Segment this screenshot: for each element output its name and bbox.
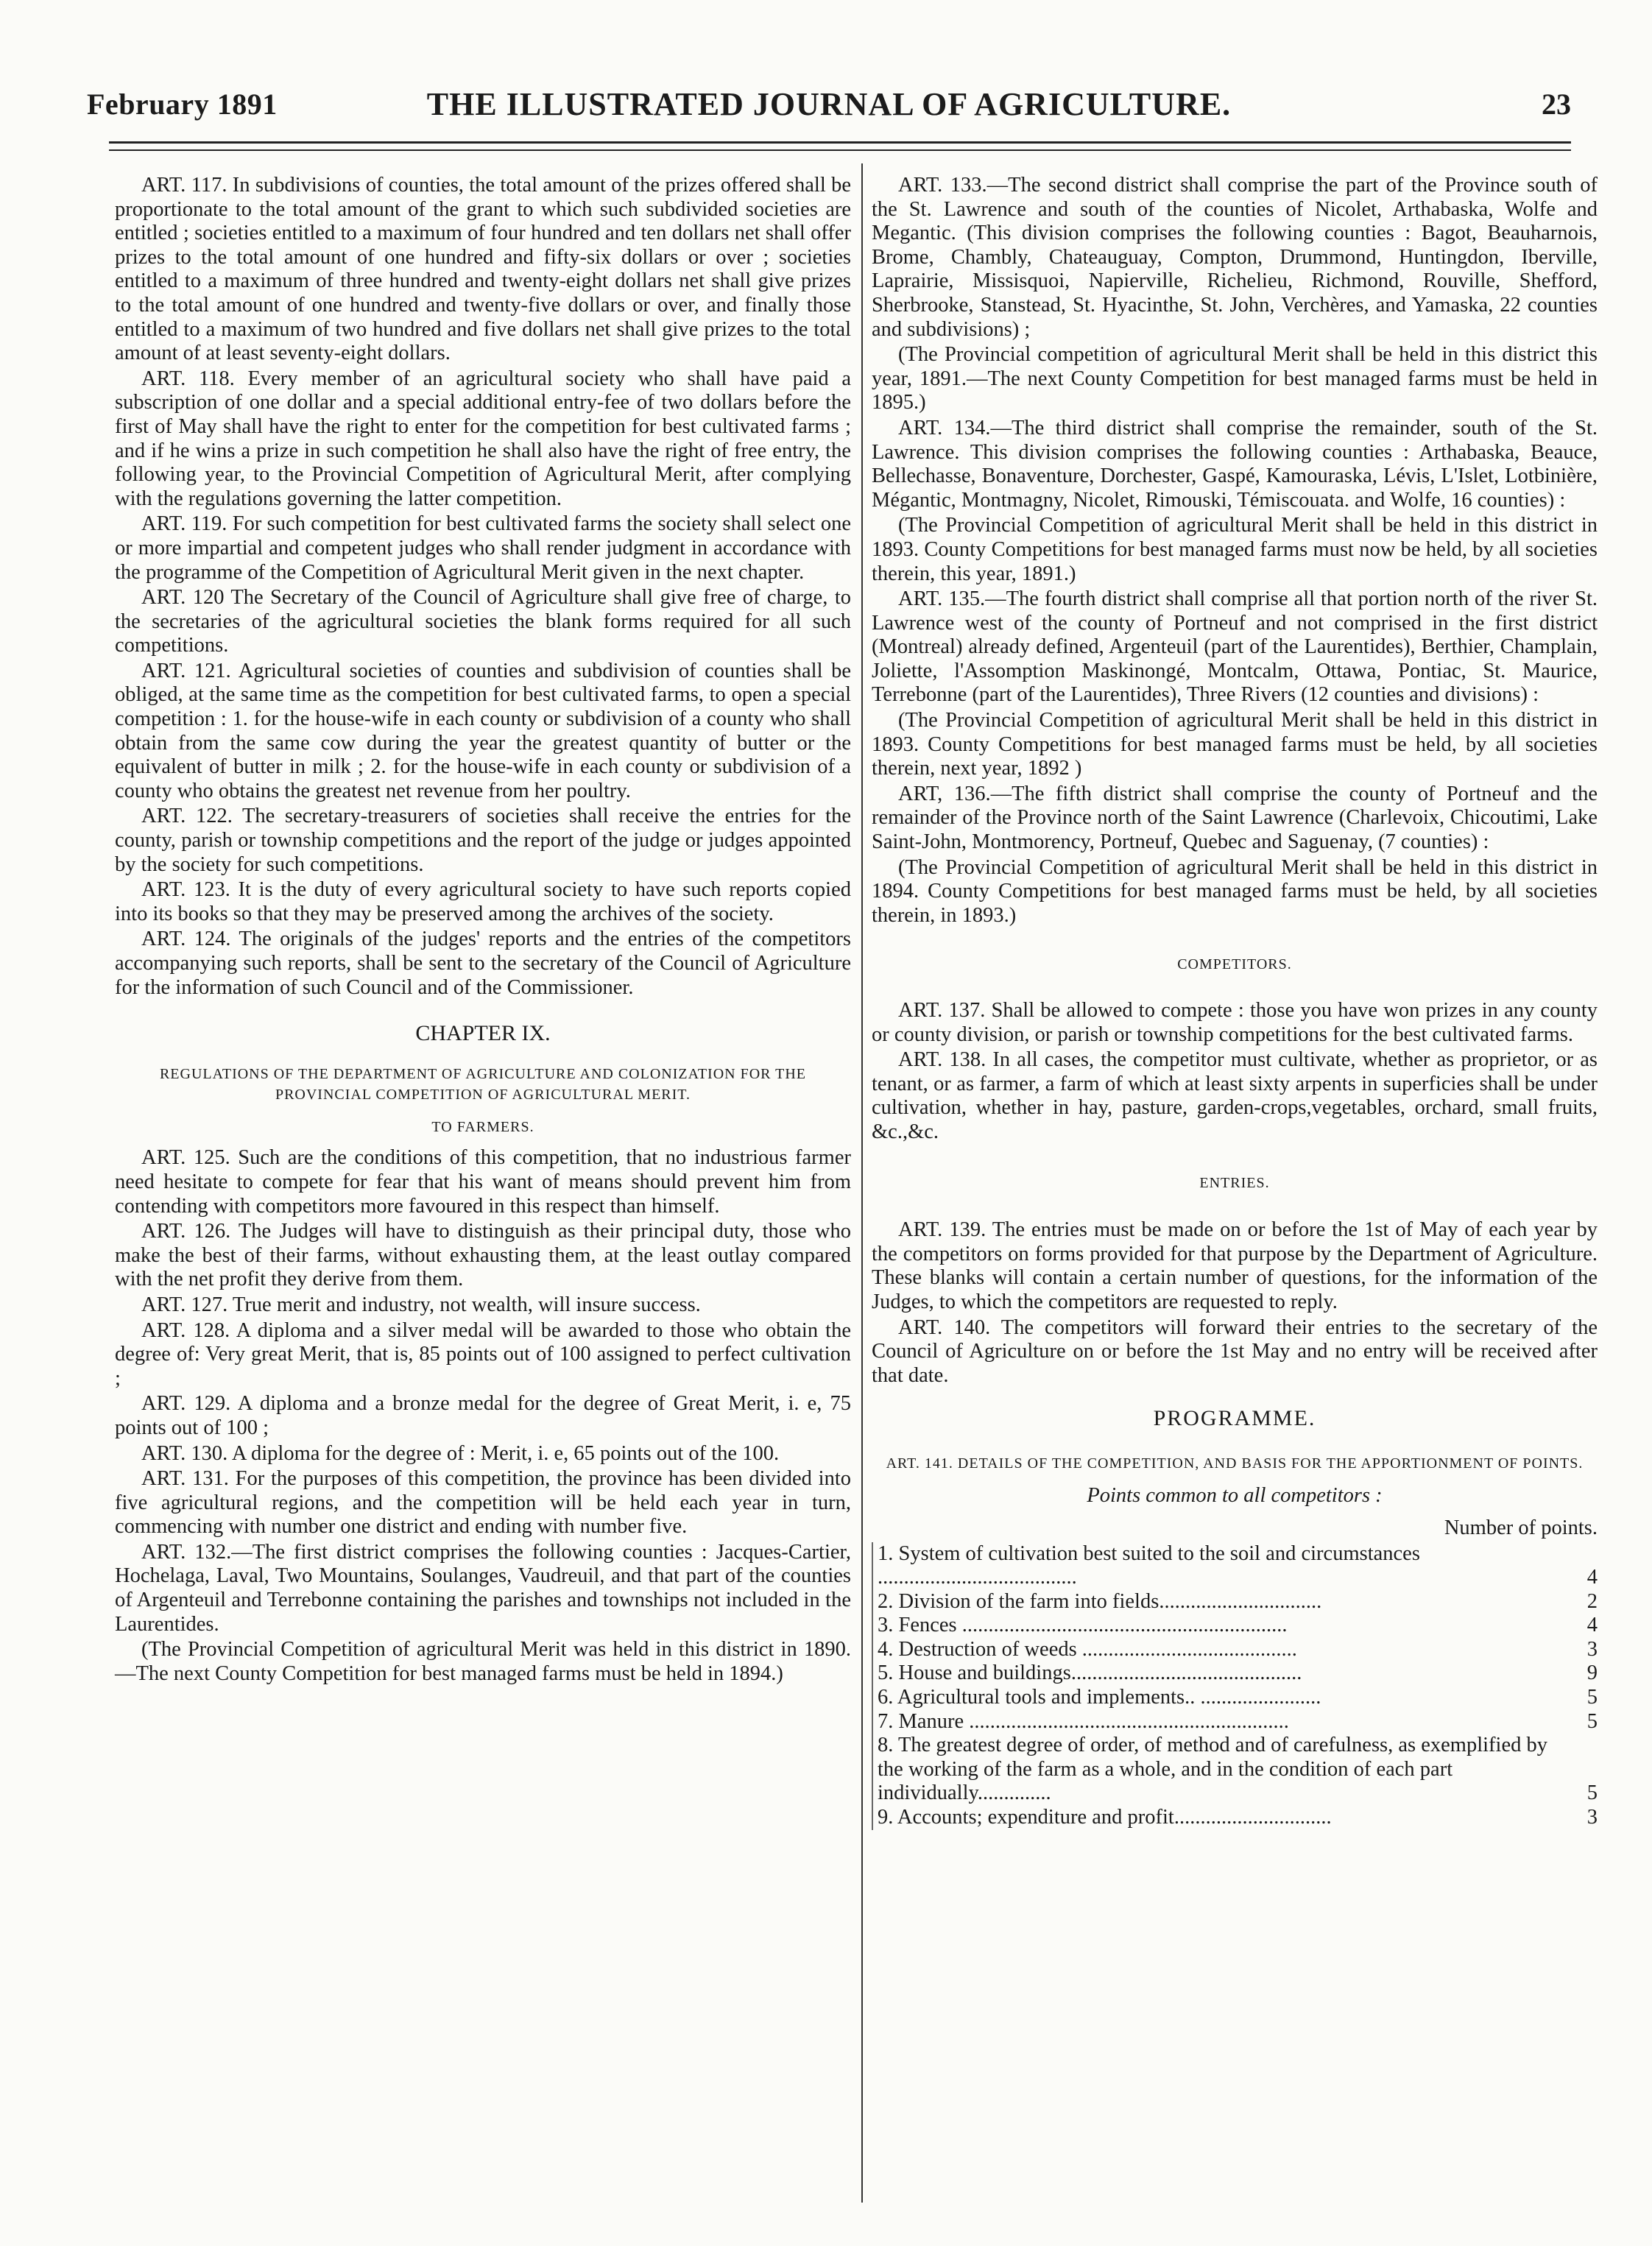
page-header (87, 81, 1571, 125)
article-136-note: (The Provincial Competition of agricultural Merit shall be held in this district in 1894. County Competitions for best managed farms must be held, by all societies therein, in 1893.) (872, 855, 1598, 927)
article-140: ART. 140. The competitors will forward their entries to the secretary of the Council of Agriculture on or before the 1st May and no entry will be received after that date. (872, 1316, 1598, 1387)
article-123: ART. 123. It is the duty of every agricultural society to have such reports copied into its books so that they may be preserved among the archives of the society. (115, 878, 851, 925)
header-rule-thin (109, 149, 1571, 151)
article-139: ART. 139. The entries must be made on or before the 1st of May of each year by the competitors on forms provided for that purpose by the Department of Agriculture. These blanks will contain a certain number of questions, for the information of the Judges, to which the competitors are requested to reply. (872, 1218, 1598, 1313)
list-item: 8. The greatest degree of order, of method and of carefulness, as exemplified by the working of the farm as a whole, and in the condition of each part individually.............. 5 (872, 1734, 1598, 1806)
article-118: ART. 118. Every member of an agricultural society who shall have paid a subscription of one dollar and a special additional entry-fee of two dollars before the first of May shall have the right to enter for the competition for best cultivated farms ; and if he wins a prize in such competition he shall also have the right of free entry, the following year, to the Provincial Competition of Agricultural Merit, after complying with the regulations governing the latter competition. (115, 367, 851, 510)
article-131: ART. 131. For the purposes of this competition, the province has been divided into five agricultural regions, and the competition will be held each year in turn, commencing with number one district and ending with number five. (115, 1467, 851, 1539)
to-farmers-heading: TO FARMERS. (431, 1118, 534, 1135)
article-120: ART. 120 The Secretary of the Council of Agriculture shall give free of charge, to the secretaries of the agricultural societies the blank forms required for all such competitions. (115, 586, 851, 657)
list-item: 4. Destruction of weeds ......................................... 3 (872, 1638, 1598, 1662)
article-134: ART. 134.—The third district shall comprise the remainder, south of the St. Lawrence. This division comprises the following counties : Arthabaska, Beauce, Bellechasse, Bonaventure, Dorchester, Gaspé, Kamouraska, Lévis, L'Islet, Lotbinière, Mégantic, Montmagny, Nicolet, Rimouski, Témiscouata. and Wolfe, 16 counties) : (872, 416, 1598, 512)
article-124: ART. 124. The originals of the judges' reports and the entries of the competitors accompanying such reports, shall be sent to the secretary of the Council of Agriculture for the information of such Council and of the Commissioner. (115, 928, 851, 999)
page-number: 23 (1542, 88, 1571, 121)
article-132-note: (The Provincial Competition of agricultural Merit was held in this district in 1890.—The next County Competition for best managed farms must be held in 1894.) (115, 1638, 851, 1685)
competitors-heading: COMPETITORS. (1177, 956, 1292, 973)
points-common-heading: Points common to all competitors : (1087, 1483, 1383, 1507)
article-135: ART. 135.—The fourth district shall comprise all that portion north of the river St. Lawrence west of the county of Portneuf and not comprised in the first district (Montreal) already defined, Argenteuil (part of the Laurentides), Berthier, Champlain, Joliette, l'Assomption Maskinongé, Montcalm, Ottawa, Pontiac, St. Maurice, Terrebonne (part of the Laurentides), Three Rivers (12 counties and divisions) : (872, 587, 1598, 707)
article-141: ART. 141. DETAILS OF THE COMPETITION, AND BASIS FOR THE APPORTIONMENT OF POINTS. (886, 1455, 1584, 1472)
list-item: 6. Agricultural tools and implements.. ....................... 5 (872, 1686, 1598, 1710)
programme-heading: PROGRAMME. (1153, 1406, 1316, 1431)
article-134-note: (The Provincial Competition of agricultural Merit shall be held in this district in 1893. County Competitions for best managed farms must now be held, by all societies therein, this year, 1891.) (872, 514, 1598, 585)
list-item: 5. House and buildings............................................ 9 (872, 1661, 1598, 1686)
article-127: ART. 127. True merit and industry, not wealth, will insure success. (141, 1293, 701, 1316)
regulations-heading: REGULATIONS OF THE DEPARTMENT OF AGRICULTURE AND COLONIZATION FOR THE PROVINCIAL COMPETITION OF AGRICULTURAL MERIT. (159, 1065, 807, 1103)
article-132: ART. 132.—The first district comprises the following counties : Jacques-Cartier, Hochelaga, Laval, Two Mountains, Soulanges, Vaudreuil, and that part of the counties of Argenteuil and Terrebonne containing the parishes and townships not included in the Laurentides. (115, 1540, 851, 1636)
article-122: ART. 122. The secretary-treasurers of societies shall receive the entries for the county, parish or township competitions and the report of the judge or judges appointed by the society for such competitions. (115, 805, 851, 876)
article-126: ART. 126. The Judges will have to distinguish as their principal duty, those who make the best of their farms, without exhausting them, at the least outlay compared with the net profit they derive from them. (115, 1220, 851, 1291)
article-135-note: (The Provincial Competition of agricultural Merit shall be held in this district in 1893. County Competitions for best managed farms must be held, by all societies therein, next year, 1892 ) (872, 709, 1598, 780)
list-item: 9. Accounts; expenditure and profit.............................. 3 (872, 1806, 1598, 1830)
article-125: ART. 125. Such are the conditions of this competition, that no industrious farmer need hesitate to compete for fear that his want of means should prevent him from contending with competitors more favoured in this respect than himself. (115, 1146, 851, 1218)
article-128: ART. 128. A diploma and a silver medal will be awarded to those who obtain the degree of: Very great Merit, that is, 85 points out of 100 assigned to perfect cultivation ; (115, 1318, 851, 1390)
article-119: ART. 119. For such competition for best cultivated farms the society shall select one or more impartial and competent judges who shall render judgment in accordance with the programme of the Competition of Agricultural Merit given in the next chapter. (115, 512, 851, 584)
list-item: 2. Division of the farm into fields............................... 2 (872, 1590, 1598, 1614)
column-divider (861, 163, 863, 2203)
article-138: ART. 138. In all cases, the competitor must cultivate, whether as proprietor, or as tenant, or as farmer, a farm of which at least sixty arpents in superficies shall be under cultivation, whether in hay, pasture, garden-crops,vegetables, orchard, small fruits, &c.,&c. (872, 1048, 1598, 1143)
article-137: ART. 137. Shall be allowed to compete : those you have won prizes in any county or county division, or parish or township competitions for the best cultivated farms. (872, 999, 1598, 1046)
journal-title: THE ILLUSTRATED JOURNAL OF AGRICULTURE. (426, 86, 1232, 122)
points-list (872, 1542, 1598, 1830)
number-of-points-heading: Number of points. (1444, 1516, 1598, 1539)
article-121: ART. 121. Agricultural societies of counties and subdivision of counties shall be obliged, at the same time as the competition for best cultivated farms, to open a special competition : 1. for the house-wife in each county or subdivision of a county who shall obtain from the same cow during the year the greatest quantity of butter or the equivalent of butter in milk ; 2. for the house-wife in each county or subdivision of a county who obtains the greatest net revenue from her poultry. (115, 659, 851, 802)
left-column (115, 172, 851, 1686)
list-item: 1. System of cultivation best suited to the soil and circumstances ...................................... 4 (872, 1542, 1598, 1590)
article-133-note: (The Provincial competition of agricultural Merit shall be held in this district this year, 1891.—The next County Competition for best managed farms must be held in 1895.) (872, 343, 1598, 414)
list-item: 7. Manure ............................................................. 5 (872, 1710, 1598, 1734)
article-130: ART. 130. A diploma for the degree of : Merit, i. e, 65 points out of the 100. (141, 1441, 780, 1465)
article-133: ART. 133.—The second district shall comprise the part of the Province south of the St. Lawrence and south of the counties of Nicolet, Arthabaska, Wolfe and Megantic. (This division comprises the following counties : Bagot, Beauharnois, Brome, Chambly, Chateauguay, Compton, Drummond, Huntingdon, Iberville, Laprairie, Missisquoi, Napierville, Richelieu, Richmond, Rouville, Shefford, Sherbrooke, Stanstead, St. Hyacinthe, St. John, Verchères, and Yamaska, 22 counties and subdivisions) ; (872, 174, 1598, 341)
header-rule (109, 141, 1571, 144)
article-136: ART, 136.—The fifth district shall comprise the county of Portneuf and the remainder of the Province north of the Saint Lawrence (Charlevoix, Chicoutimi, Lake Saint-John, Montmorency, Portneuf, Quebec and Saguenay, (7 counties) : (872, 782, 1598, 854)
right-column (872, 172, 1598, 1830)
article-129: ART. 129. A diploma and a bronze medal for the degree of Great Merit, i. e, 75 points out of 100 ; (115, 1392, 851, 1439)
chapter-heading: CHAPTER IX. (415, 1021, 551, 1046)
entries-heading: ENTRIES. (1199, 1174, 1270, 1191)
list-item: 3. Fences .............................................................. 4 (872, 1614, 1598, 1638)
article-117: ART. 117. In subdivisions of counties, the total amount of the prizes offered shall be proportionate to the total amount of the grant to which such subdivided societies are entitled ; societies entitled to a maximum of four hundred and ten dollars net shall offer prizes to the total amount of one hundred and fifty-six dollars or over ; societies entitled to a maximum of three hundred and twenty-eight dollars net shall give prizes to the total amount of one hundred and twenty-five dollars or over, and finally those entitled to a maximum of two hundred and five dollars net shall give prizes to the total amount of at least seventy-eight dollars. (115, 174, 851, 365)
issue-date: February 1891 (87, 88, 278, 121)
